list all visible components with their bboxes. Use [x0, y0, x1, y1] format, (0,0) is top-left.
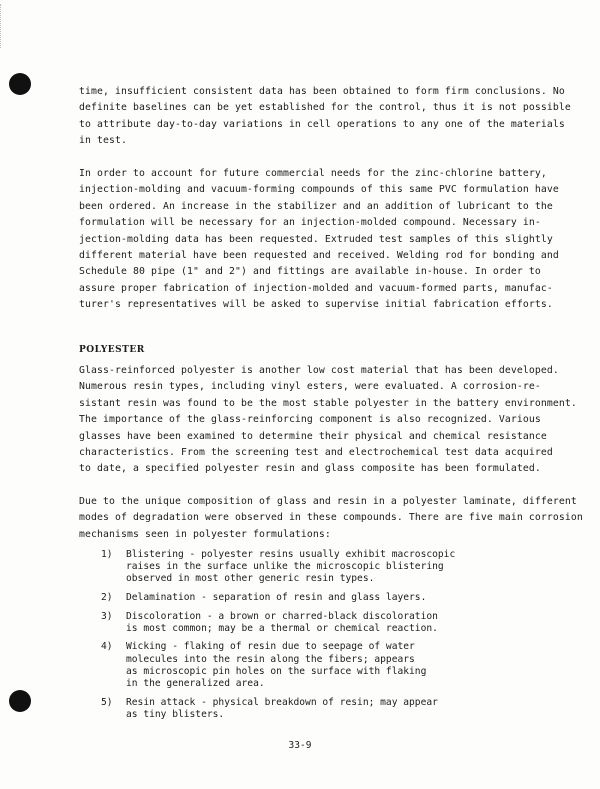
text-line: modes of degradation were observed in these compounds. There are five main corrosion: [79, 512, 583, 524]
text-line: observed in most other generic resin types.: [126, 573, 375, 585]
text-line: Delamination - separation of resin and glass layers.: [126, 592, 427, 603]
text-line: Wicking - flaking of resin due to seepage of water: [126, 641, 415, 653]
text-line: jection-molding data has been requested. Extruded test samples of this slightly: [79, 233, 553, 245]
list-item-number: 3): [101, 610, 113, 622]
text-line: injection-molding and vacuum-forming compounds of this same PVC formulation have: [79, 184, 559, 196]
text-line: definite baselines can be yet established for the control, thus it is not possible: [79, 102, 571, 114]
list-item-text: [126, 549, 455, 586]
paragraph-continuation: [79, 84, 571, 150]
text-line: mechanisms seen in polyester formulations:: [79, 528, 331, 540]
page-number: 33-9: [288, 740, 312, 751]
text-line: Resin attack - physical breakdown of resin; may appear: [126, 696, 438, 708]
binder-hole-top: [9, 73, 31, 95]
list-item: [101, 592, 541, 604]
text-line: as tiny blisters.: [126, 708, 225, 720]
list-item: [101, 549, 541, 586]
text-line: Due to the unique composition of glass and resin in a polyester laminate, different: [79, 496, 577, 507]
text-line: to date, a specified polyester resin and glass composite has been formulated.: [79, 463, 541, 475]
text-line: characteristics. From the screening test and electrochemical test data acquired: [79, 447, 553, 459]
text-line: Glass-reinforced polyester is another low cost material that has been developed.: [79, 365, 559, 376]
text-line: formulation will be necessary for an injection-molded compound. Necessary in-: [79, 217, 541, 229]
scan-edge-mark: [0, 4, 6, 48]
text-line: raises in the surface unlike the microscopic blistering: [126, 561, 444, 573]
text-line: glasses have been examined to determine their physical and chemical resistance: [79, 430, 547, 442]
binder-hole-bottom: [9, 690, 31, 712]
list-item: [101, 697, 541, 721]
list-item-number: 2): [101, 592, 113, 603]
section-heading-polyester: POLYESTER: [79, 345, 145, 355]
text-line: is most common; may be a thermal or chemical reaction.: [126, 622, 438, 634]
text-line: turer's representatives will be asked to supervise initial fabrication efforts.: [79, 299, 553, 311]
list-item-text: [126, 592, 426, 604]
paragraph-commercial-needs: [79, 166, 559, 314]
list-item-text: [126, 697, 438, 721]
text-line: different material have been requested and received. Welding rod for bonding and: [79, 250, 559, 262]
text-line: time, insufficient consistent data has been obtained to form firm conclusions. No: [79, 86, 565, 97]
list-item: [101, 611, 541, 635]
text-line: in the generalized area.: [126, 678, 265, 689]
list-item-number: 5): [101, 696, 113, 708]
list-item-number: 1): [101, 549, 113, 560]
list-item-number: 4): [101, 641, 113, 653]
paragraph-glass-reinforced-polyester: [79, 363, 577, 478]
text-line: Numerous resin types, including vinyl esters, were evaluated. A corrosion-re-: [79, 381, 541, 393]
paragraph-degradation-modes: [79, 494, 583, 543]
text-line: Discoloration - a brown or charred-black discoloration: [126, 610, 438, 622]
corrosion-mechanisms-list: [101, 549, 541, 727]
text-line: to attribute day-to-day variations in cell operations to any one of the materials: [79, 118, 565, 130]
list-item-text: [126, 611, 438, 635]
text-line: Blistering - polyester resins usually exhibit macroscopic: [126, 549, 456, 560]
text-line: The importance of the glass-reinforcing component is also recognized. Various: [79, 414, 541, 426]
list-item: [101, 641, 541, 690]
text-line: as microscopic pin holes on the surface with flaking: [126, 665, 427, 677]
text-line: sistant resin was found to be the most stable polyester in the battery environment.: [79, 397, 577, 409]
text-line: In order to account for future commercial needs for the zinc-chlorine battery,: [79, 168, 547, 179]
text-line: been ordered. An increase in the stabilizer and an addition of lubricant to the: [79, 200, 553, 212]
text-line: in test.: [79, 135, 127, 147]
text-line: molecules into the resin along the fibers; appears: [126, 653, 415, 665]
list-item-text: [126, 641, 426, 690]
text-line: assure proper fabrication of injection-molded and vacuum-formed parts, manufac-: [79, 282, 553, 294]
text-line: Schedule 80 pipe (1" and 2") and fittings are available in-house. In order to: [79, 266, 541, 278]
